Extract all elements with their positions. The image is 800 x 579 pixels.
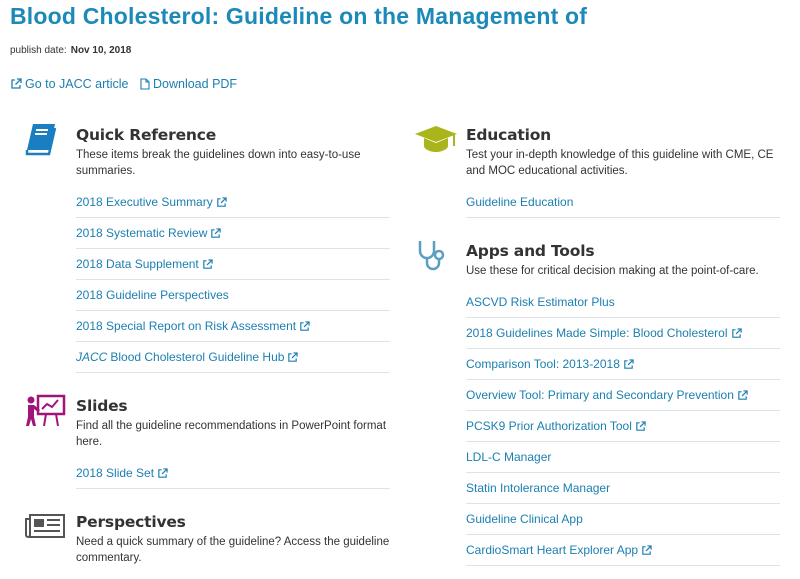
special-report-link[interactable] <box>76 319 310 333</box>
section-description: Find all the guideline recommendations in PowerPoint format here. <box>76 420 387 448</box>
external-link-icon <box>157 468 168 479</box>
guidelines-made-simple-link[interactable] <box>466 326 742 340</box>
presentation-icon <box>24 393 68 429</box>
link-label: CardioSmart Heart Explorer App <box>466 543 639 557</box>
quick-reference-section <box>24 118 390 373</box>
section-title: Education <box>466 126 551 144</box>
slides-section <box>24 389 390 489</box>
list-item <box>466 318 780 349</box>
apps-tools-links <box>466 287 780 566</box>
link-label: 2018 Special Report on Risk Assessment <box>76 319 297 333</box>
external-link-icon <box>731 328 742 339</box>
list-item <box>466 535 780 566</box>
top-links <box>10 77 245 93</box>
pcsk9-tool-link[interactable] <box>466 419 646 433</box>
guideline-education-link[interactable] <box>466 195 573 209</box>
publish-label: publish date: <box>10 45 67 56</box>
list-item <box>76 342 390 373</box>
ascvd-estimator-link[interactable] <box>466 295 615 309</box>
list-item <box>466 473 780 504</box>
link-label: 2018 Guidelines Made Simple: Blood Cholesterol <box>466 326 728 340</box>
link-label: 2018 Data Supplement <box>76 257 199 271</box>
publish-info <box>10 45 131 56</box>
slides-links <box>76 458 390 489</box>
guideline-hub-link[interactable] <box>76 350 298 364</box>
download-pdf-label: Download PDF <box>153 77 238 91</box>
stethoscope-icon <box>414 238 458 274</box>
link-label: Overview Tool: Primary and Secondary Prevention <box>466 388 734 402</box>
list-item <box>76 311 390 342</box>
link-label: Statin Intolerance Manager <box>466 481 611 495</box>
list-item <box>76 249 390 280</box>
jacc-article-label: Go to JACC article <box>25 77 129 91</box>
list-item <box>466 380 780 411</box>
link-label: Guideline Clinical App <box>466 512 583 526</box>
list-item <box>76 280 390 311</box>
heart-explorer-link[interactable] <box>466 543 652 557</box>
external-link-icon <box>737 390 748 401</box>
list-item <box>76 458 390 489</box>
section-description: These items break the guidelines down into easy-to-use summaries. <box>76 149 361 177</box>
link-label: LDL-C Manager <box>466 450 552 464</box>
link-label: 2018 Slide Set <box>76 466 155 480</box>
left-column <box>24 118 390 566</box>
section-title: Apps and Tools <box>466 242 595 260</box>
jacc-prefix: JACC <box>76 350 108 364</box>
list-item <box>466 411 780 442</box>
systematic-review-link[interactable] <box>76 226 221 240</box>
external-link-icon <box>10 78 22 90</box>
jacc-article-link[interactable] <box>10 77 129 91</box>
list-item <box>466 287 780 318</box>
section-description: Test your in-depth knowledge of this guideline with CME, CE and MOC educational activities. <box>466 149 774 177</box>
overview-tool-link[interactable] <box>466 388 748 402</box>
link-label: Blood Cholesterol Guideline Hub <box>110 350 285 364</box>
list-item <box>466 349 780 380</box>
download-pdf-link[interactable] <box>140 77 237 91</box>
ldl-c-manager-link[interactable] <box>466 450 551 464</box>
external-link-icon <box>299 321 310 332</box>
education-links <box>466 187 780 218</box>
external-link-icon <box>635 421 646 432</box>
page-title: Blood Cholesterol: Guideline on the Management of <box>10 3 588 29</box>
clinical-app-link[interactable] <box>466 512 583 526</box>
executive-summary-link[interactable] <box>76 195 227 209</box>
list-item <box>466 504 780 535</box>
quick-reference-links <box>76 187 390 373</box>
list-item <box>466 187 780 218</box>
book-icon <box>24 122 68 158</box>
link-label: PCSK9 Prior Authorization Tool <box>466 419 632 433</box>
comparison-tool-link[interactable] <box>466 357 634 371</box>
section-description: Need a quick summary of the guideline? Access the guideline commentary. <box>76 536 390 564</box>
slide-set-link[interactable] <box>76 466 168 480</box>
external-link-icon <box>210 228 221 239</box>
document-icon <box>140 78 150 90</box>
external-link-icon <box>216 197 227 208</box>
external-link-icon <box>641 545 652 556</box>
link-label: Guideline Education <box>466 195 574 209</box>
external-link-icon <box>623 359 634 370</box>
publish-date: Nov 10, 2018 <box>70 45 132 56</box>
graduation-cap-icon <box>414 122 458 158</box>
perspectives-section <box>24 505 390 566</box>
link-label: ASCVD Risk Estimator Plus <box>466 295 615 309</box>
list-item <box>76 187 390 218</box>
newspaper-icon <box>24 509 68 545</box>
section-title: Perspectives <box>76 513 186 531</box>
list-item <box>76 218 390 249</box>
list-item <box>466 442 780 473</box>
external-link-icon <box>202 259 213 270</box>
apps-tools-section <box>414 234 780 566</box>
link-label: 2018 Executive Summary <box>76 195 213 209</box>
section-title: Slides <box>76 397 128 415</box>
statin-intolerance-link[interactable] <box>466 481 610 495</box>
link-label: 2018 Systematic Review <box>76 226 208 240</box>
section-description: Use these for critical decision making at the point-of-care. <box>466 265 759 277</box>
right-column <box>414 118 780 566</box>
education-section <box>414 118 780 218</box>
guideline-perspectives-link[interactable] <box>76 288 229 302</box>
data-supplement-link[interactable] <box>76 257 213 271</box>
section-title: Quick Reference <box>76 126 217 144</box>
link-label: 2018 Guideline Perspectives <box>76 288 229 302</box>
link-label: Comparison Tool: 2013-2018 <box>466 357 620 371</box>
external-link-icon <box>287 352 298 363</box>
